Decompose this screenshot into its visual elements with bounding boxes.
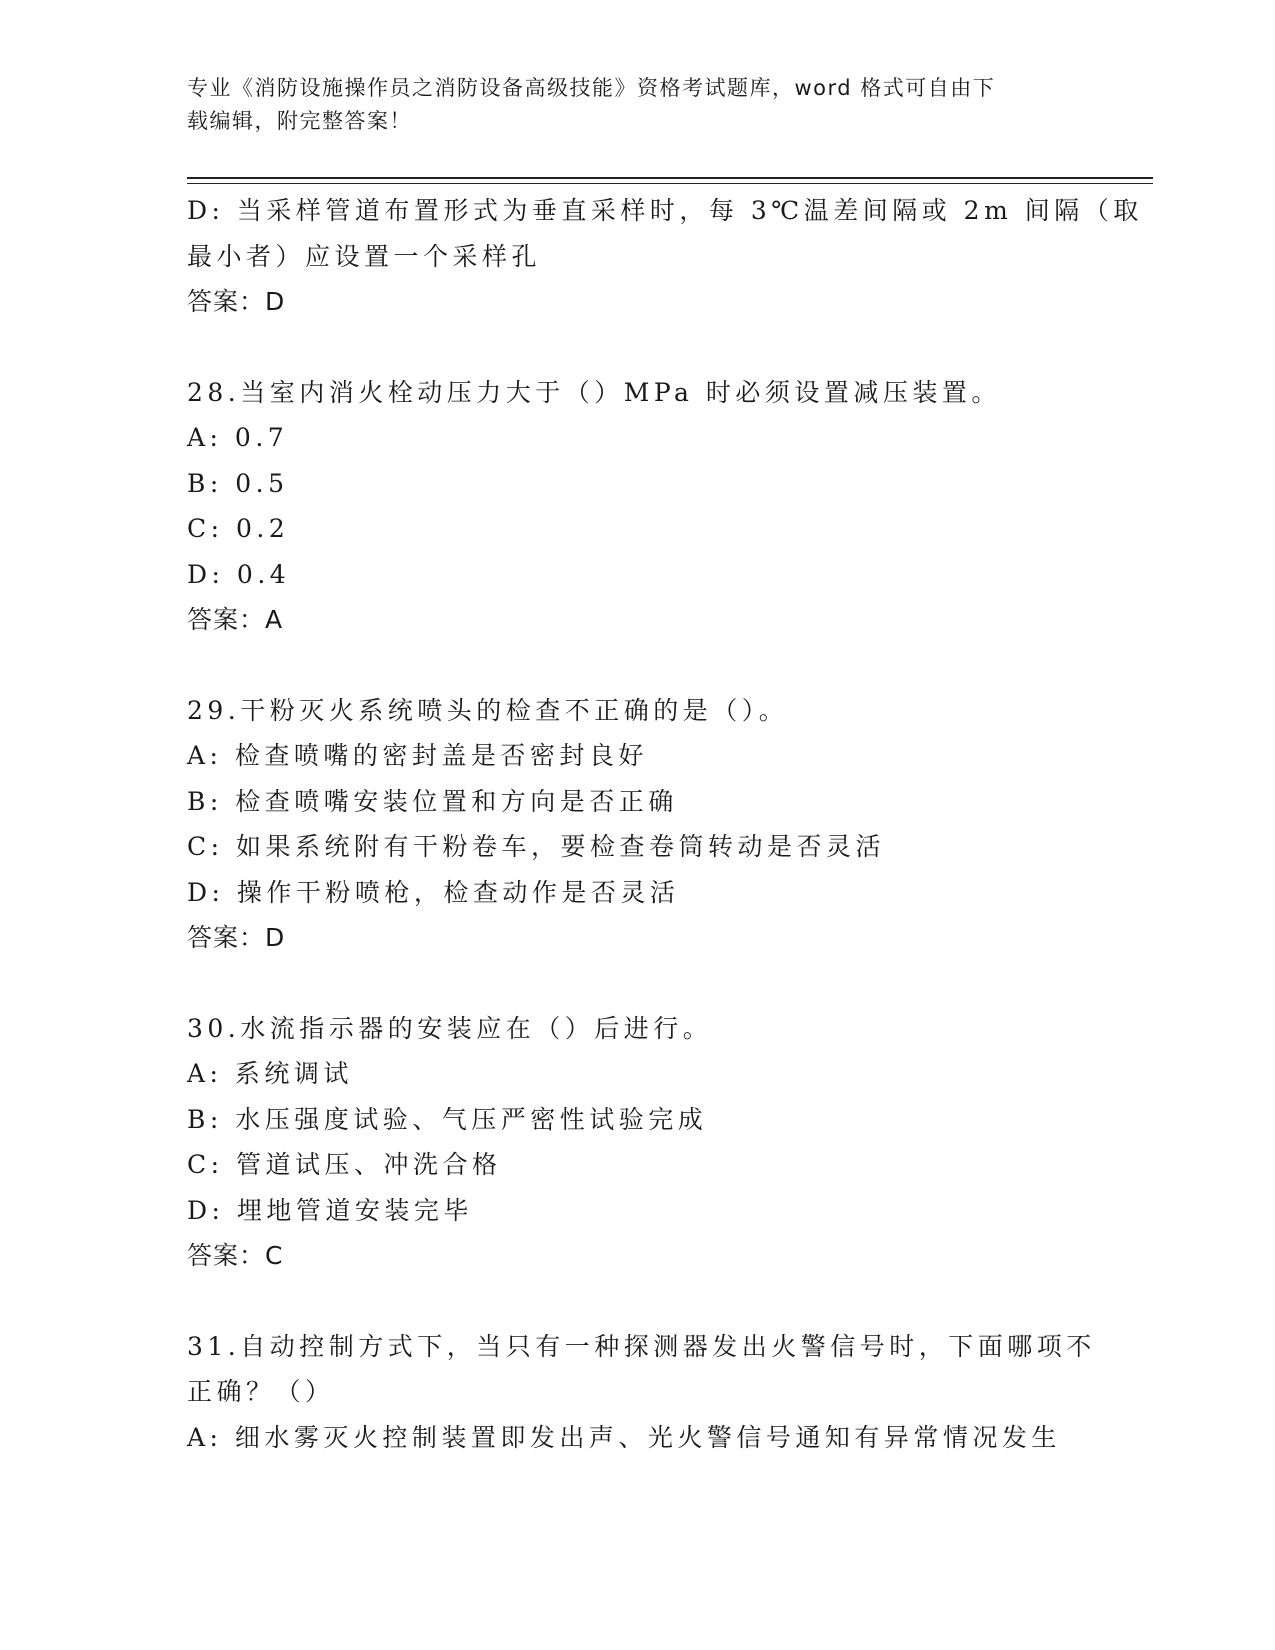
answer-line: 答案：D (187, 287, 286, 316)
option-c: C: 管道试压、冲洗合格 (187, 1150, 502, 1179)
question-30 (187, 1006, 1087, 1279)
option-c: C: 如果系统附有干粉卷车，要检查卷筒转动是否灵活 (187, 832, 886, 861)
question-list (187, 188, 1143, 1460)
spacer (187, 325, 1087, 370)
answer-line: 答案：A (187, 605, 284, 634)
header-line-1: 专业《消防设施操作员之消防设备高级技能》资格考试题库，word 格式可自由下 (187, 76, 996, 100)
question-stem-line-1: 31.自动控制方式下，当只有一种探测器发出火警信号时，下面哪项不 (187, 1331, 1096, 1361)
question-31 (187, 1324, 1096, 1461)
spacer (187, 961, 1087, 1006)
spacer (187, 1279, 1087, 1324)
option-a: A: 0.7 (187, 423, 289, 452)
question-28 (187, 370, 1087, 643)
option-d-line-2: 最小者）应设置一个采样孔 (187, 241, 542, 271)
option-a: A: 系统调试 (187, 1059, 353, 1088)
option-b: B: 检查喷嘴安装位置和方向是否正确 (187, 786, 678, 816)
header-divider-thick (187, 177, 1153, 179)
option-d: D: 埋地管道安装完毕 (187, 1195, 473, 1225)
question-27-fragment (187, 188, 1143, 325)
option-b: B: 0.5 (187, 468, 289, 498)
question-stem-line-2: 正确？（） (187, 1377, 335, 1406)
option-a: A: 细水雾灭火控制装置即发出声、光火警信号通知有异常情况发生 (187, 1422, 1061, 1452)
header-line-2: 载编辑，附完整答案！ (187, 109, 412, 133)
option-d: D: 0.4 (187, 559, 291, 589)
option-d: D: 操作干粉喷枪，检查动作是否灵活 (187, 877, 680, 907)
option-b: B: 水压强度试验、气压严密性试验完成 (187, 1104, 708, 1134)
header-divider-thin (187, 183, 1153, 184)
page-header (187, 72, 1067, 138)
option-d-line-1: D: 当采样管道布置形式为垂直采样时，每 3℃温差间隔或 2m 间隔（取 (187, 196, 1143, 225)
question-29 (187, 688, 1087, 961)
option-a: A: 检查喷嘴的密封盖是否密封良好 (187, 741, 648, 770)
answer-line: 答案：D (187, 923, 286, 952)
question-stem: 28.当室内消火栓动压力大于（）MPa 时必须设置减压装置。 (187, 377, 1001, 407)
question-stem: 30.水流指示器的安装应在（）后进行。 (187, 1013, 713, 1043)
answer-line: 答案：C (187, 1241, 284, 1270)
spacer (187, 643, 1087, 688)
question-stem: 29.干粉灭火系统喷头的检查不正确的是（）。 (187, 695, 789, 725)
option-c: C: 0.2 (187, 514, 290, 543)
